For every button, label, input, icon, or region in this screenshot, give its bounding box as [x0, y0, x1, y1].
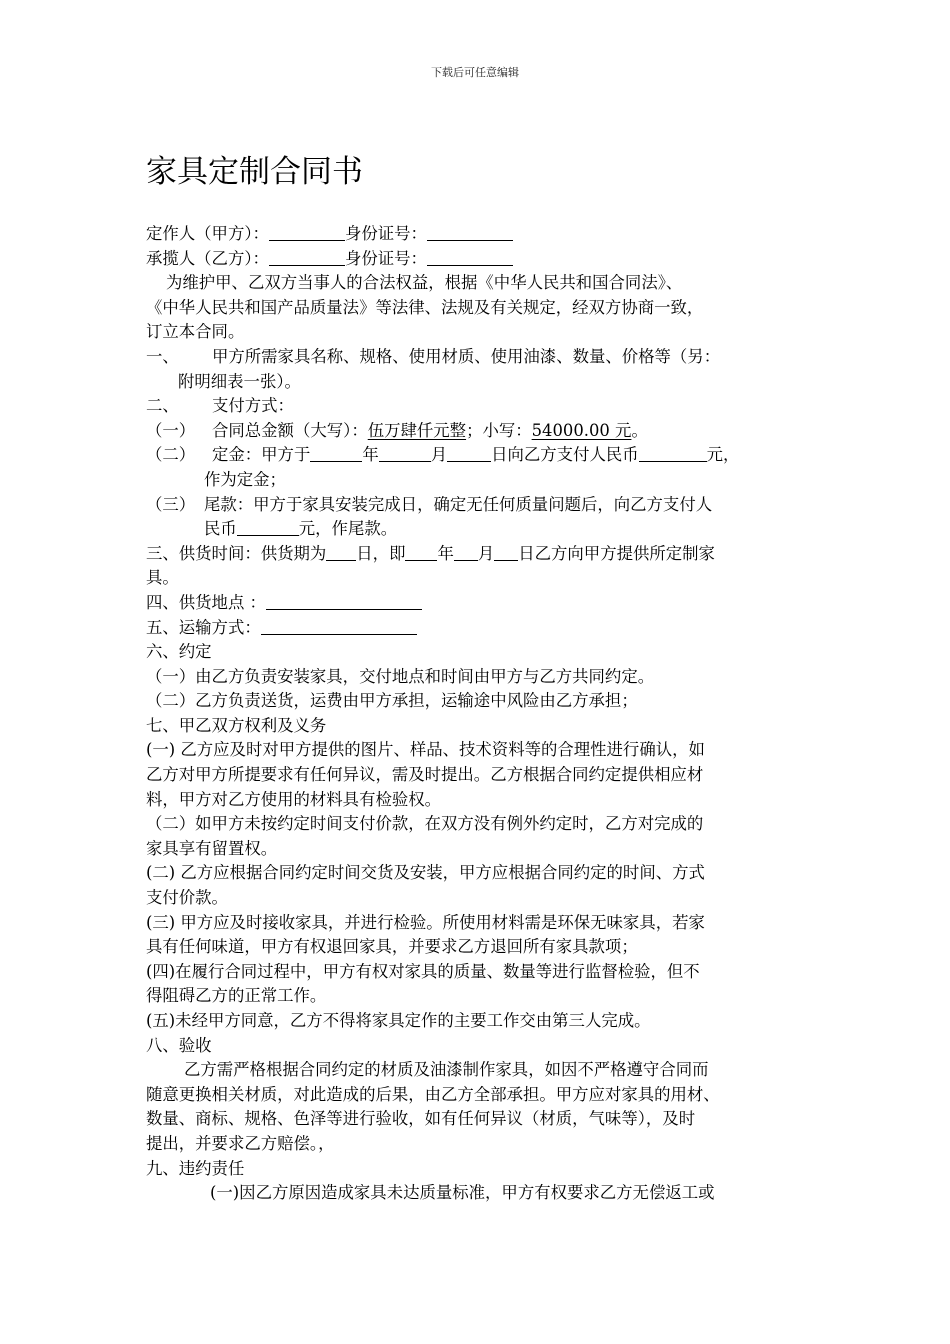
delivery-place-blank[interactable]: [266, 592, 422, 610]
section-9-title: 九、违约责任: [146, 1158, 245, 1178]
section-3-line: 具。: [146, 568, 179, 588]
transport-method-blank[interactable]: [261, 617, 417, 635]
section-7-line: 具有任何味道，甲方有权退回家具，并要求乙方退回所有家具款项；: [146, 937, 638, 957]
deposit-year-blank[interactable]: [310, 444, 362, 462]
section-2-title-line: [146, 394, 826, 419]
supply-days-blank[interactable]: [326, 543, 356, 561]
payment-item-number: （一）: [146, 420, 196, 440]
page-header: 下载后可任意编辑: [431, 66, 519, 79]
section-8-title: 八、验收: [146, 1035, 212, 1055]
document-title: 家具定制合同书: [146, 154, 363, 190]
final-payment-text: 尾款：甲方于家具安装完成日，确定无任何质量问题后，向乙方支付人: [204, 494, 713, 514]
final-payment-text: 元，作尾款。: [298, 519, 398, 539]
section-2-title: 支付方式：: [212, 396, 294, 416]
yuan-label: 元，: [706, 445, 740, 465]
final-payment-text: 民币: [204, 519, 237, 539]
contract-body: [146, 222, 826, 1206]
section-8-line: 随意更换相关材质，对此造成的后果，由乙方全部承担。甲方应对家具的用材、: [146, 1084, 720, 1104]
party-a-line: [146, 222, 826, 247]
party-a-name-blank[interactable]: [269, 223, 345, 241]
party-b-line: [146, 247, 826, 272]
transport-method-label: 五、运输方式：: [146, 617, 261, 637]
section-8-line: 数量、商标、规格、色泽等进行验收，如有任何异议（材质，气味等），及时: [146, 1109, 696, 1129]
section-7-line: 得阻碍乙方的正常工作。: [146, 986, 327, 1006]
section-7-line: 乙方对甲方所提要求有任何异议，需及时提出。乙方根据合同约定提供相应材: [146, 765, 704, 785]
punctuation: 。: [631, 420, 648, 440]
payment-item-number: （二）: [146, 445, 196, 465]
section-7-line: (五)未经甲方同意，乙方不得将家具定作的主要工作交由第三人完成。: [146, 1011, 651, 1030]
supply-month-blank[interactable]: [454, 543, 478, 561]
payment-deposit-line: [146, 443, 826, 468]
section-4-line: [146, 591, 826, 616]
section-1-text: 甲方所需家具名称、规格、使用材质、使用油漆、数量、价格等（另：: [212, 346, 721, 366]
final-amount-blank[interactable]: [237, 518, 299, 536]
year-label: 年: [362, 445, 379, 465]
payment-total-label: 合同总金额（大写）：: [212, 420, 368, 440]
intro-line: 为维护甲、乙双方当事人的合法权益，根据《中华人民共和国合同法》、: [166, 273, 683, 293]
year-label: 年: [437, 543, 454, 563]
delivery-place-label: 四、供货地点 ：: [146, 592, 266, 612]
supply-time-text: 日乙方向甲方提供所定制家: [518, 543, 715, 563]
party-b-id-blank[interactable]: [427, 248, 513, 266]
section-7-line: (一) 乙方应及时对甲方提供的图片、样品、技术资料等的合理性进行确认，如: [146, 740, 705, 760]
section-7-line: 料，甲方对乙方使用的材料具有检验权。: [146, 789, 442, 809]
amount-in-words: 伍万肆仟元整: [367, 420, 467, 440]
section-9-line: (一)因乙方原因造成家具未达质量标准，甲方有权要求乙方无偿返工或: [210, 1183, 715, 1203]
payment-final-line: [146, 517, 826, 542]
section-3-line: [146, 542, 826, 567]
payment-final-line: [146, 493, 826, 518]
amount-in-figures: 54000.00 元: [531, 420, 632, 440]
section-7-line: 支付价款。: [146, 888, 228, 908]
party-a-id-blank[interactable]: [427, 223, 513, 241]
section-2-number: 二、: [146, 396, 179, 416]
party-a-label: 定作人（甲方）：: [146, 224, 269, 243]
supply-day-blank[interactable]: [494, 543, 518, 561]
party-b-label: 承揽人（乙方）：: [146, 248, 269, 268]
supply-time-text: 三、供货时间：供货期为: [146, 543, 327, 563]
section-7-line: 家具享有留置权。: [146, 838, 278, 858]
party-a-id-label: 身份证号：: [344, 224, 427, 243]
deposit-text: 日向乙方支付人民币: [491, 445, 639, 465]
deposit-text: 定金：甲方于: [212, 445, 311, 465]
intro-line: 《中华人民共和国产品质量法》等法律、法规及有关规定，经双方协商一致，: [146, 297, 704, 317]
section-8-line: 提出，并要求乙方赔偿。，: [146, 1133, 335, 1153]
section-6-title: 六、约定: [146, 642, 212, 662]
supply-year-blank[interactable]: [405, 543, 437, 561]
deposit-day-blank[interactable]: [447, 444, 491, 462]
payment-total-line: [146, 419, 826, 444]
payment-deposit-line: 作为定金；: [204, 469, 286, 489]
section-7-line: （二）如甲方未按约定时间支付价款，在双方没有例外约定时，乙方对完成的: [146, 814, 704, 834]
deposit-amount-blank[interactable]: [639, 444, 707, 462]
section-1-line: [146, 345, 826, 370]
month-label: 月: [430, 445, 448, 465]
party-b-id-label: 身份证号：: [344, 248, 427, 268]
month-label: 月: [477, 543, 495, 563]
supply-time-text: 日，即: [356, 543, 406, 563]
party-b-name-blank[interactable]: [269, 248, 345, 266]
section-7-line: (三) 甲方应及时接收家具，并进行检验。所使用材料需是环保无味家具，若家: [146, 912, 705, 932]
payment-item-number: （三）: [146, 494, 196, 514]
intro-line: 订立本合同。: [146, 322, 245, 342]
section-5-line: [146, 616, 826, 641]
section-1-number: 一、: [146, 346, 179, 366]
section-7-title: 七、甲乙双方权利及义务: [146, 715, 327, 735]
deposit-month-blank[interactable]: [379, 444, 431, 462]
section-1-line: 附明细表一张）。: [178, 371, 301, 391]
section-7-line: (二) 乙方应根据合同约定时间交货及安装，甲方应根据合同约定的时间、方式: [146, 863, 705, 883]
payment-figure-label: ；小写：: [466, 420, 532, 440]
section-6-item: （一）由乙方负责安装家具，交付地点和时间由甲方与乙方共同约定。: [146, 666, 655, 686]
section-7-line: (四)在履行合同过程中，甲方有权对家具的质量、数量等进行监督检验，但不: [146, 961, 700, 981]
section-6-item: （二）乙方负责送货，运费由甲方承担，运输途中风险由乙方承担；: [146, 691, 638, 711]
section-8-line: 乙方需严格根据合同约定的材质及油漆制作家具，如因不严格遵守合同而: [184, 1060, 709, 1080]
